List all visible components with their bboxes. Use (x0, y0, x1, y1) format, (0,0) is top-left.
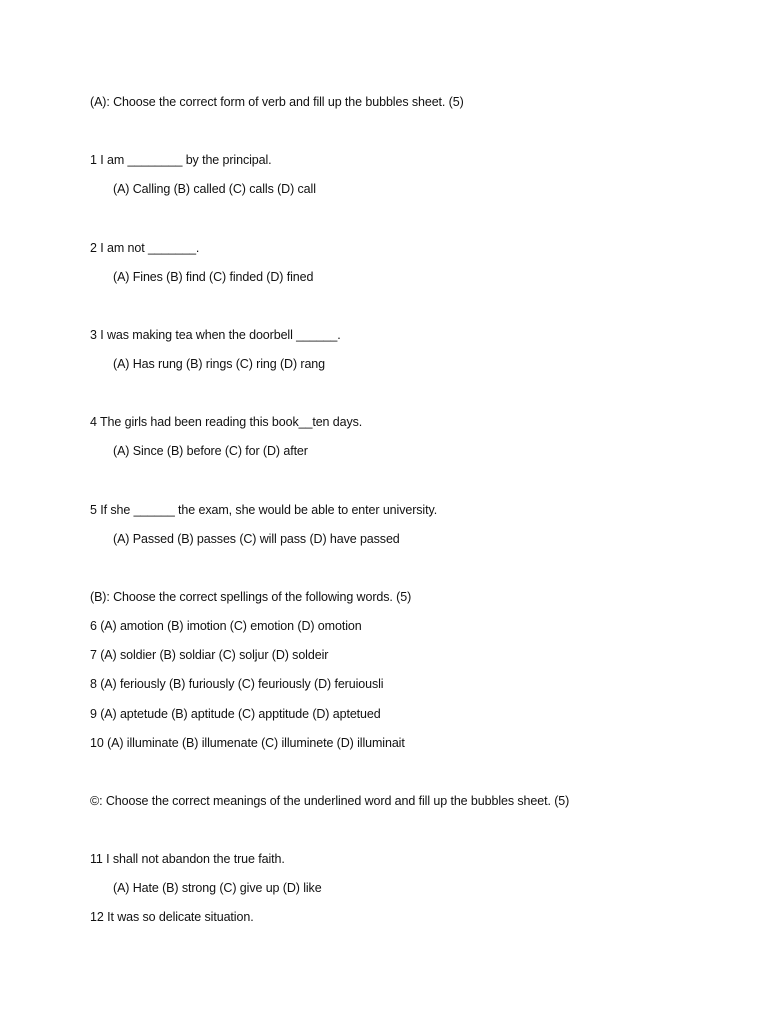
question-4-options: (A) Since (B) before (C) for (D) after (113, 444, 308, 458)
question-12-text: 12 It was so delicate situation. (90, 910, 254, 924)
section-c-heading: ©: Choose the correct meanings of the underlined word and fill up the bubbles sheet. (5) (90, 794, 570, 808)
question-1-options: (A) Calling (B) called (C) calls (D) call (113, 182, 316, 196)
section-b-heading: (B): Choose the correct spellings of the following words. (5) (90, 590, 412, 604)
spelling-item-8: 8 (A) feriously (B) furiously (C) feuriously (D) feruiousli (90, 677, 384, 691)
question-1-text: 1 I am ________ by the principal. (90, 153, 272, 167)
question-3-options: (A) Has rung (B) rings (C) ring (D) rang (113, 357, 326, 371)
question-11-options: (A) Hate (B) strong (C) give up (D) like (113, 881, 322, 895)
question-3-text: 3 I was making tea when the doorbell ______. (90, 328, 341, 342)
spelling-item-10: 10 (A) illuminate (B) illumenate (C) illuminete (D) illuminait (90, 736, 405, 750)
spelling-item-6: 6 (A) amotion (B) imotion (C) emotion (D) omotion (90, 619, 362, 633)
question-2-options: (A) Fines (B) find (C) finded (D) fined (113, 270, 314, 284)
spelling-item-7: 7 (A) soldier (B) soldiar (C) soljur (D) soldeir (90, 648, 329, 662)
question-11-text: 11 I shall not abandon the true faith. (90, 852, 285, 866)
question-2-text: 2 I am not _______. (90, 241, 200, 255)
question-4-text: 4 The girls had been reading this book__ten days. (90, 415, 363, 429)
spelling-item-9: 9 (A) aptetude (B) aptitude (C) apptitude (D) aptetued (90, 707, 381, 721)
question-5-options: (A) Passed (B) passes (C) will pass (D) have passed (113, 532, 400, 546)
section-a-heading: (A): Choose the correct form of verb and fill up the bubbles sheet. (5) (90, 95, 464, 109)
question-5-text: 5 If she ______ the exam, she would be able to enter university. (90, 503, 438, 517)
